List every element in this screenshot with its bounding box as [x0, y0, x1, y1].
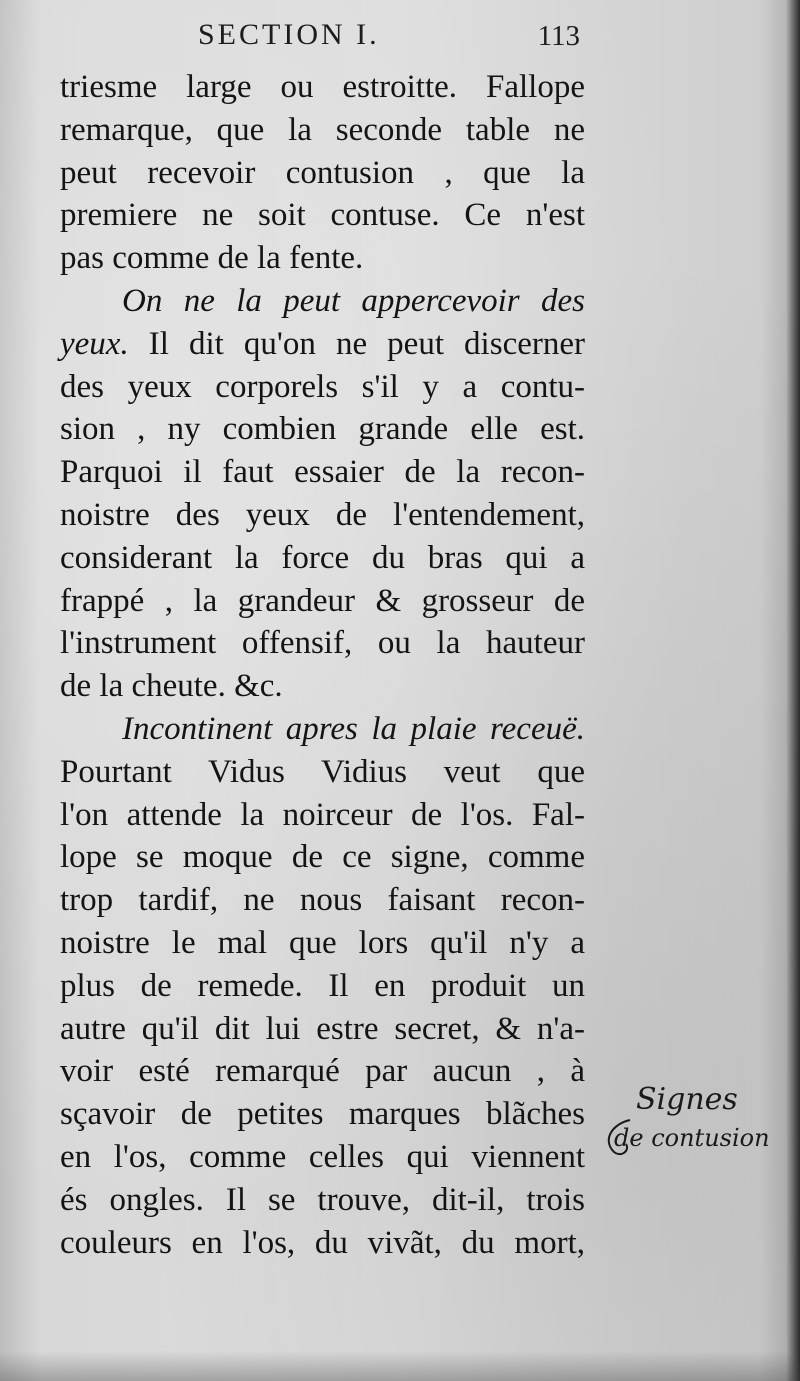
text-line: trop tardif, ne nous faisant recon-	[60, 882, 585, 919]
text-line: pas comme de la fente.	[60, 240, 364, 277]
text-line: des yeux corporels s'il y a contu-	[60, 368, 585, 405]
text-line: Parquoi il faut essaier de la recon-	[60, 454, 585, 491]
text-line: és ongles. Il se trouve, dit-il, trois	[60, 1181, 585, 1218]
text-line: sçavoir de petites marques blãches	[60, 1096, 585, 1133]
text-line: considerant la force du bras qui a	[60, 539, 585, 576]
body-text	[60, 66, 585, 1264]
text-line: Incontinent apres la plaie receuë.	[122, 710, 585, 747]
text-line: lope se moque de ce signe, comme	[60, 839, 585, 876]
margin-note-line-2: de contusion	[614, 1124, 770, 1152]
line-text: Il dit qu'on ne peut discerner	[128, 325, 585, 362]
text-line: autre qu'il dit lui estre secret, & n'a-	[60, 1010, 585, 1047]
text-line: Pourtant Vidus Vidius veut que	[60, 753, 585, 790]
text-line: couleurs en l'os, du vivãt, du mort,	[60, 1224, 585, 1261]
text-line: frappé , la grandeur & grosseur de	[60, 582, 585, 619]
page-bottom-shadow	[0, 1351, 800, 1381]
running-header	[60, 18, 580, 58]
text-line: peut recevoir contusion , que la	[60, 154, 585, 191]
margin-note	[600, 1080, 795, 1170]
text-line: sion , ny combien grande elle est.	[60, 411, 585, 448]
text-line: premiere ne soit contuse. Ce n'est	[60, 197, 585, 234]
page-number: 113	[537, 20, 580, 52]
text-line: voir esté remarqué par aucun , à	[60, 1053, 585, 1090]
section-heading: SECTION I.	[198, 18, 380, 51]
text-line: l'on attende la noirceur de l'os. Fal-	[60, 796, 585, 833]
text-line: noistre des yeux de l'entendement,	[60, 496, 585, 533]
text-line: noistre le mal que lors qu'il n'y a	[60, 924, 585, 961]
text-line	[60, 323, 585, 366]
page-edge-shadow	[786, 0, 800, 1381]
text-line: remarque, que la seconde table ne	[60, 111, 585, 148]
italic-lemma: yeux.	[60, 325, 129, 362]
text-line: plus de remede. Il en produit un	[60, 967, 585, 1004]
text-line: triesme large ou estroitte. Fallope	[60, 69, 585, 105]
text-line: de la cheute. &c.	[60, 668, 283, 705]
text-line: On ne la peut appercevoir des	[122, 282, 585, 319]
text-line: en l'os, comme celles qui viennent	[60, 1138, 585, 1175]
margin-note-line-1: Signes	[636, 1082, 738, 1117]
text-line: l'instrument offensif, ou la hauteur	[60, 625, 585, 662]
